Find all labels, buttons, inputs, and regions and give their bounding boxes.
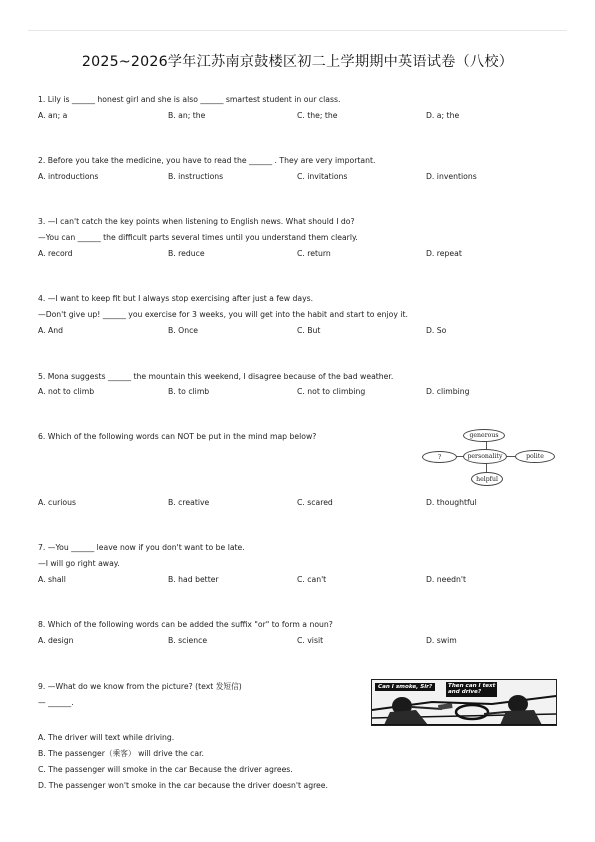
question-2-option-b[interactable]: B. instructions	[168, 172, 224, 181]
question-8-option-a[interactable]: A. design	[38, 636, 74, 645]
question-7-option-b[interactable]: B. had better	[168, 575, 219, 584]
question-1-option-c[interactable]: C. the; the	[297, 111, 338, 120]
question-4-option-b[interactable]: B. Once	[168, 326, 199, 335]
question-5-option-a[interactable]: A. not to climb	[38, 387, 95, 396]
question-6-option-d[interactable]: D. thoughtful	[426, 498, 477, 507]
mind-map-node-helpful: helpful	[471, 472, 503, 486]
question-9-option-b[interactable]: B. The passenger（乘客） will drive the car.	[38, 749, 205, 758]
question-3-option-d[interactable]: D. repeat	[426, 249, 462, 258]
question-5-text: 5. Mona suggests ______ the mountain this weekend, I disagree because of the bad weather.	[38, 372, 394, 381]
question-3-text: 3. —I can't catch the key points when listening to English news. What should I do?	[38, 217, 355, 226]
question-6-text: 6. Which of the following words can NOT be put in the mind map below?	[38, 432, 317, 441]
question-1-text: 1. Lily is ______ honest girl and she is also ______ smartest student in our class.	[38, 95, 341, 104]
question-1-option-d[interactable]: D. a; the	[426, 111, 460, 120]
question-3-option-c[interactable]: C. return	[297, 249, 331, 258]
speech-bubble-right-line-1: Then can I text	[448, 683, 496, 689]
question-7-text: 7. —You ______ leave now if you don't want to be late.	[38, 543, 245, 552]
question-2-option-a[interactable]: A. introductions	[38, 172, 99, 181]
question-3-option-b[interactable]: B. reduce	[168, 249, 205, 258]
question-2-option-d[interactable]: D. inventions	[426, 172, 477, 181]
question-4-option-d[interactable]: D. So	[426, 326, 447, 335]
question-9-text: 9. —What do we know from the picture? (text 发短信)	[38, 682, 242, 691]
question-4-option-c[interactable]: C. But	[297, 326, 321, 335]
question-9-text-line-2: — ______.	[38, 698, 74, 707]
speech-bubble-right	[446, 682, 497, 697]
question-7-option-a[interactable]: A. shall	[38, 575, 66, 584]
question-8-option-c[interactable]: C. visit	[297, 636, 324, 645]
mind-map-node-polite: polite	[515, 450, 555, 463]
question-5-option-d[interactable]: D. climbing	[426, 387, 470, 396]
question-2-text: 2. Before you take the medicine, you have to read the ______ . They are very important.	[38, 156, 376, 165]
question-9-option-c[interactable]: C. The passenger will smoke in the car Because the driver agrees.	[38, 765, 293, 774]
question-5-option-c[interactable]: C. not to climbing	[297, 387, 366, 396]
question-9-option-a[interactable]: A. The driver will text while driving.	[38, 733, 175, 742]
question-7-option-d[interactable]: D. needn't	[426, 575, 467, 584]
question-8-option-b[interactable]: B. science	[168, 636, 208, 645]
question-6-option-c[interactable]: C. scared	[297, 498, 333, 507]
question-4-text-line-2: —Don't give up! ______ you exercise for 3 weeks, you will get into the habit and start to enjoy it.	[38, 310, 408, 319]
question-8-text: 8. Which of the following words can be added the suffix "or" to form a noun?	[38, 620, 333, 629]
question-6-option-a[interactable]: A. curious	[38, 498, 76, 507]
question-1-option-a[interactable]: A. an; a	[38, 111, 68, 120]
question-9-option-d[interactable]: D. The passenger won't smoke in the car because the driver doesn't agree.	[38, 781, 328, 790]
page-title: 2025~2026学年江苏南京鼓楼区初二上学期期中英语试卷（八校）	[81, 54, 514, 70]
cartoon-image	[371, 679, 557, 726]
mind-map-node-unknown: ?	[422, 451, 457, 463]
question-1-option-b[interactable]: B. an; the	[168, 111, 206, 120]
question-2-option-c[interactable]: C. invitations	[297, 172, 348, 181]
question-4-text: 4. —I want to keep fit but I always stop exercising after just a few days.	[38, 294, 314, 303]
question-8-option-d[interactable]: D. swim	[426, 636, 457, 645]
question-3-option-a[interactable]: A. record	[38, 249, 73, 258]
question-5-option-b[interactable]: B. to climb	[168, 387, 210, 396]
mind-map-node-center: personality	[463, 449, 507, 464]
header-divider	[28, 30, 567, 31]
speech-bubble-left: Can I smoke, Sir?	[375, 683, 435, 691]
question-3-text-line-2: —You can ______ the difficult parts several times until you understand them clearly.	[38, 233, 358, 242]
question-4-option-a[interactable]: A. And	[38, 326, 64, 335]
question-7-text-line-2: —I will go right away.	[38, 559, 120, 568]
speech-bubble-right-line-2: and drive?	[448, 689, 482, 696]
question-6-option-b[interactable]: B. creative	[168, 498, 210, 507]
question-7-option-c[interactable]: C. can't	[297, 575, 327, 584]
mind-map-node-generous: generous	[463, 429, 505, 442]
